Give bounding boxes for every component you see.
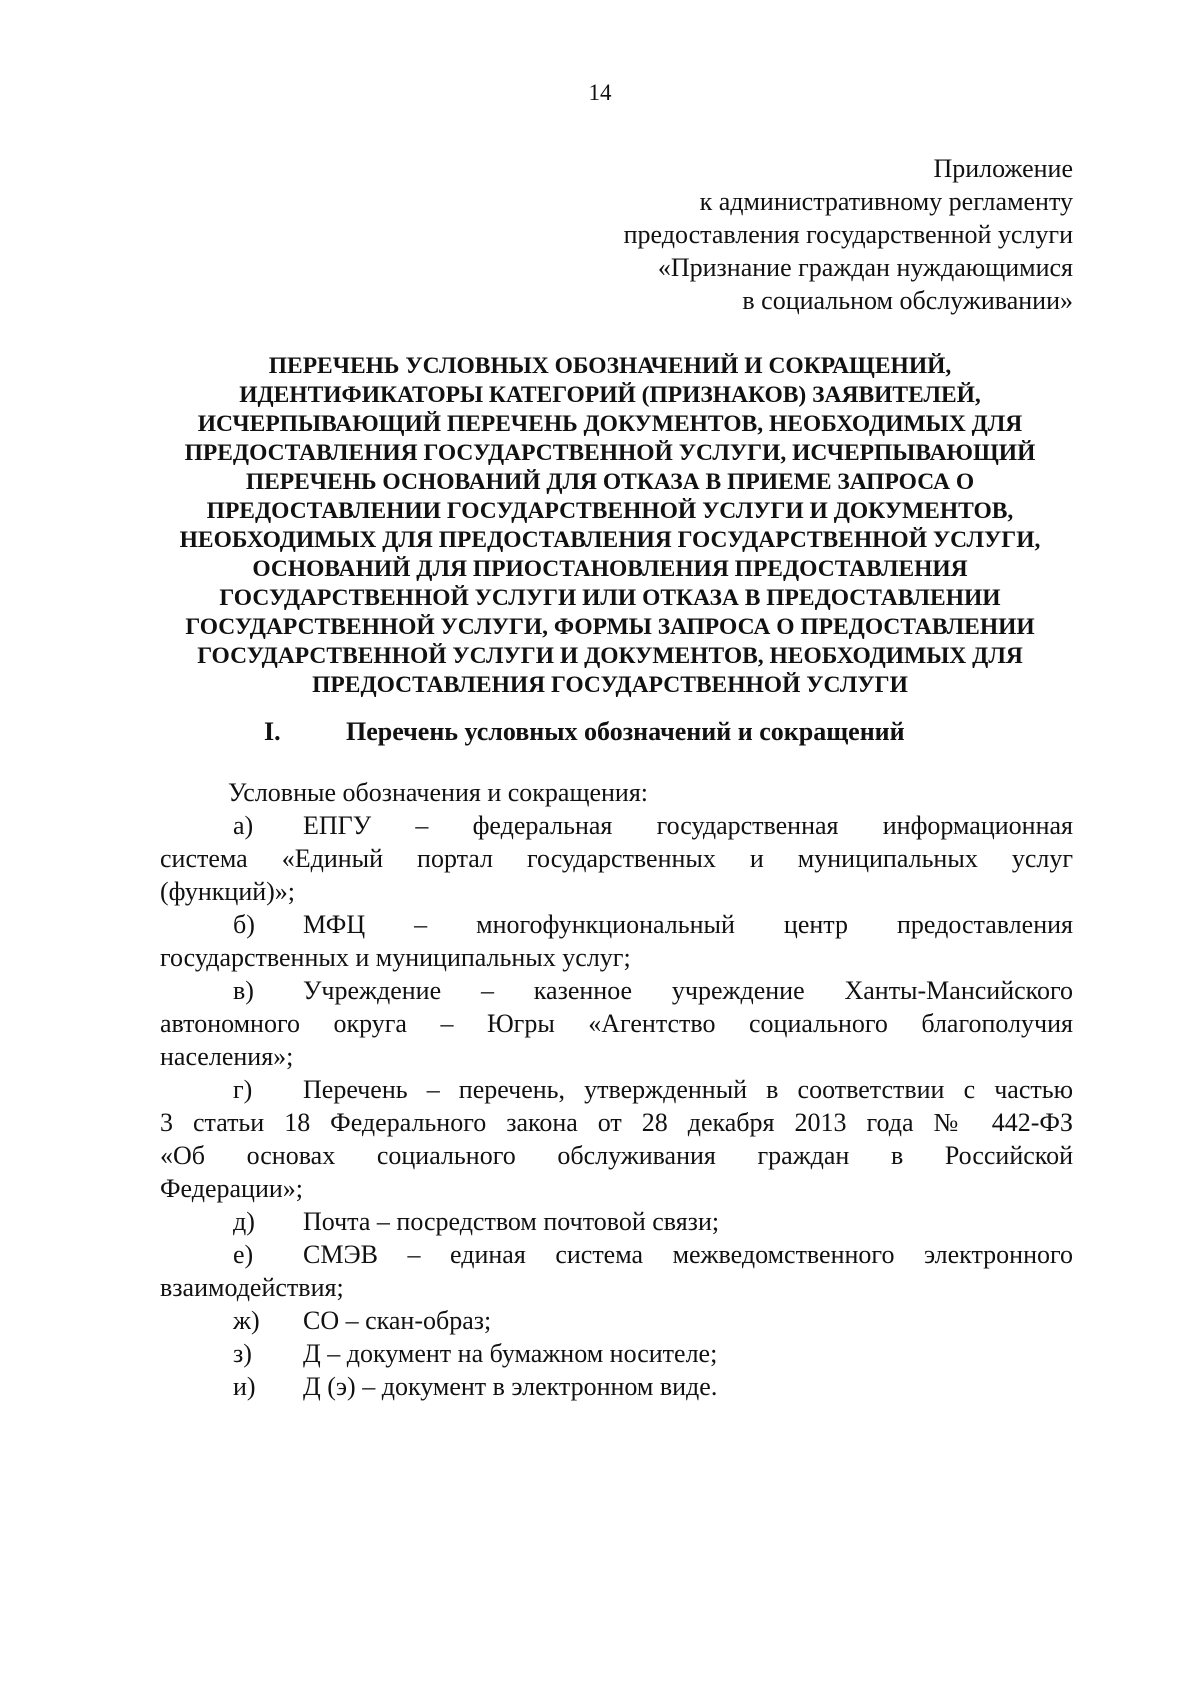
list-item bbox=[160, 1337, 1073, 1370]
appendix-line: предоставления государственной услуги bbox=[623, 220, 1073, 249]
list-item-letter: ж) bbox=[233, 1306, 260, 1335]
title-line: ПЕРЕЧЕНЬ ОСНОВАНИЙ ДЛЯ ОТКАЗА В ПРИЕМЕ ЗАПРОСА О bbox=[245, 469, 975, 495]
list-item-continuation: взаимодействия; bbox=[160, 1273, 344, 1302]
list-item-first-line bbox=[160, 1337, 1073, 1370]
list-item-letter: б) bbox=[233, 910, 255, 939]
title-line: ПРЕДОСТАВЛЕНИИ ГОСУДАРСТВЕННОЙ УСЛУГИ И ДОКУМЕНТОВ, bbox=[206, 498, 1014, 524]
list-item-first-line bbox=[160, 1073, 1073, 1106]
list-item-text: МФЦ – многофункциональный центр предоставления bbox=[303, 910, 1073, 939]
list-item bbox=[160, 1205, 1073, 1238]
list-item-continuation: автономного округа – Югры «Агентство социального благополучия bbox=[160, 1009, 1073, 1038]
list-item-first-line bbox=[160, 1370, 1073, 1403]
list-item-letter: а) bbox=[233, 811, 254, 840]
list-item-continuation: (функций)»; bbox=[160, 877, 296, 906]
list-item-text: Почта – посредством почтовой связи; bbox=[303, 1207, 720, 1236]
section-heading bbox=[264, 716, 905, 748]
list-item-letter: г) bbox=[233, 1075, 253, 1104]
list-item bbox=[160, 1304, 1073, 1337]
list-item bbox=[160, 1073, 1073, 1205]
title-line: ПРЕДОСТАВЛЕНИЯ ГОСУДАРСТВЕННОЙ УСЛУГИ, ИСЧЕРПЫВАЮЩИЙ bbox=[184, 440, 1036, 466]
list-item-text: СМЭВ – единая система межведомственного электронного bbox=[303, 1240, 1073, 1269]
title-line: ОСНОВАНИЙ ДЛЯ ПРИОСТАНОВЛЕНИЯ ПРЕДОСТАВЛЕНИЯ bbox=[252, 556, 968, 582]
title-line: ГОСУДАРСТВЕННОЙ УСЛУГИ, ФОРМЫ ЗАПРОСА О ПРЕДОСТАВЛЕНИИ bbox=[185, 614, 1035, 640]
title-line: ПЕРЕЧЕНЬ УСЛОВНЫХ ОБОЗНАЧЕНИЙ И СОКРАЩЕНИЙ, bbox=[268, 353, 952, 379]
abbreviations-list bbox=[160, 776, 1073, 1403]
appendix-line: к административному регламенту bbox=[699, 187, 1073, 216]
list-item bbox=[160, 908, 1073, 974]
appendix-line: Приложение bbox=[933, 154, 1073, 183]
main-title bbox=[150, 352, 1070, 700]
list-item-text: СО – скан-образ; bbox=[303, 1306, 492, 1335]
list-item bbox=[160, 974, 1073, 1073]
list-item-continuation: 3 статьи 18 Федерального закона от 28 декабря 2013 года № 442-ФЗ bbox=[160, 1108, 1073, 1137]
title-line: ГОСУДАРСТВЕННОЙ УСЛУГИ И ДОКУМЕНТОВ, НЕОБХОДИМЫХ ДЛЯ bbox=[197, 643, 1023, 669]
list-item-text: Д – документ на бумажном носителе; bbox=[303, 1339, 718, 1368]
list-item-continuation: система «Единый портал государственных и муниципальных услуг bbox=[160, 844, 1073, 873]
list-item-letter: з) bbox=[233, 1339, 252, 1368]
title-line: ГОСУДАРСТВЕННОЙ УСЛУГИ ИЛИ ОТКАЗА В ПРЕДОСТАВЛЕНИИ bbox=[219, 585, 1001, 611]
title-line: ИДЕНТИФИКАТОРЫ КАТЕГОРИЙ (ПРИЗНАКОВ) ЗАЯВИТЕЛЕЙ, bbox=[239, 382, 981, 408]
list-item bbox=[160, 1370, 1073, 1403]
appendix-header bbox=[513, 152, 1073, 317]
list-item-text: Учреждение – казенное учреждение Ханты-Мансийского bbox=[303, 976, 1073, 1005]
list-item-first-line bbox=[160, 1238, 1073, 1271]
list-item-continuation: государственных и муниципальных услуг; bbox=[160, 943, 631, 972]
list-item-first-line bbox=[160, 908, 1073, 941]
list-item-letter: и) bbox=[233, 1372, 256, 1401]
list-item-letter: д) bbox=[233, 1207, 255, 1236]
list-intro: Условные обозначения и сокращения: bbox=[228, 778, 649, 807]
title-line: ИСЧЕРПЫВАЮЩИЙ ПЕРЕЧЕНЬ ДОКУМЕНТОВ, НЕОБХОДИМЫХ ДЛЯ bbox=[197, 411, 1023, 437]
list-item-text: ЕПГУ – федеральная государственная информационная bbox=[303, 811, 1073, 840]
list-item-letter: е) bbox=[233, 1240, 254, 1269]
list-item-first-line bbox=[160, 974, 1073, 1007]
title-line: НЕОБХОДИМЫХ ДЛЯ ПРЕДОСТАВЛЕНИЯ ГОСУДАРСТВЕННОЙ УСЛУГИ, bbox=[179, 527, 1041, 553]
list-item-first-line bbox=[160, 1205, 1073, 1238]
list-item-text: Д (э) – документ в электронном виде. bbox=[303, 1372, 718, 1401]
list-item bbox=[160, 1238, 1073, 1304]
list-item-letter: в) bbox=[233, 976, 254, 1005]
appendix-line: в социальном обслуживании» bbox=[742, 286, 1073, 315]
section-title: Перечень условных обозначений и сокращений bbox=[346, 717, 905, 746]
list-item-first-line bbox=[160, 809, 1073, 842]
title-line: ПРЕДОСТАВЛЕНИЯ ГОСУДАРСТВЕННОЙ УСЛУГИ bbox=[312, 672, 908, 698]
appendix-line: «Признание граждан нуждающимися bbox=[657, 253, 1073, 282]
list-item-continuation: Федерации»; bbox=[160, 1174, 304, 1203]
list-item-text: Перечень – перечень, утвержденный в соответствии с частью bbox=[303, 1075, 1073, 1104]
list-item-continuation: населения»; bbox=[160, 1042, 294, 1071]
page-number: 14 bbox=[588, 80, 612, 105]
list-item-first-line bbox=[160, 1304, 1073, 1337]
section-number: I. bbox=[264, 717, 281, 746]
list-item bbox=[160, 809, 1073, 908]
list-item-continuation: «Об основах социального обслуживания граждан в Российской bbox=[160, 1141, 1073, 1170]
